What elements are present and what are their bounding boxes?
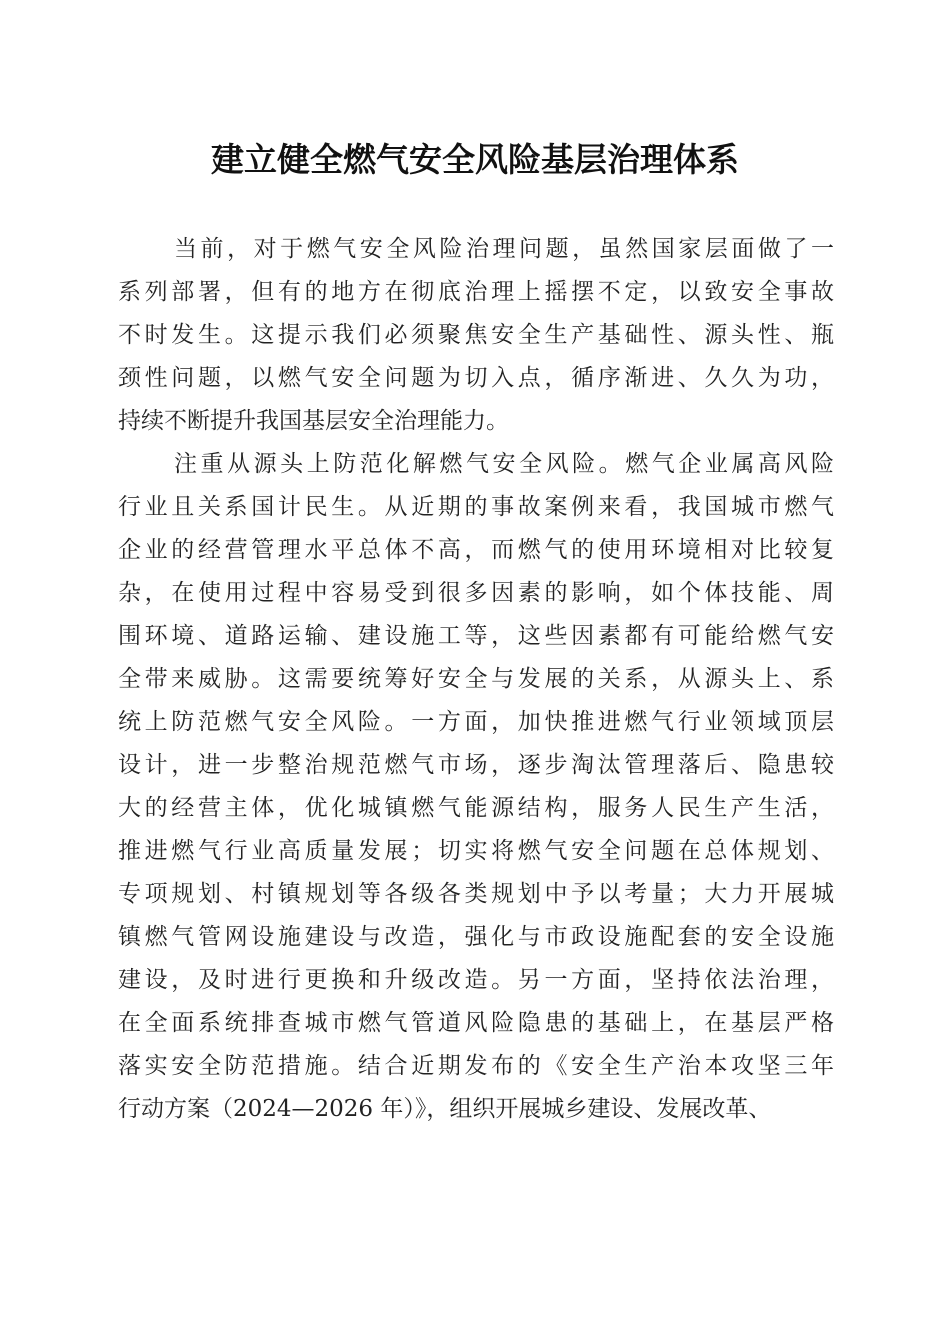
paragraph-2-line: 企业的经营管理水平总体不高，而燃气的使用环境相对比较复 [118,537,834,563]
document-title: 建立健全燃气安全风险基层治理体系 [211,140,739,179]
paragraph-2-line: 设计，进一步整治规范燃气市场，逐步淘汰管理落后、隐患较 [118,752,834,778]
paragraph-2-line: 杂，在使用过程中容易受到很多因素的影响，如个体技能、周 [118,580,834,606]
document-body [118,228,834,1131]
paragraph-2-line: 统上防范燃气安全风险。一方面，加快推进燃气行业领域顶层 [118,709,834,735]
paragraph-2-line: 注重从源头上防范化解燃气安全风险。燃气企业属高风险 [174,451,834,477]
paragraph-1-line: 系列部署，但有的地方在彻底治理上摇摆不定，以致安全事故 [118,279,834,305]
paragraph-2-line: 围环境、道路运输、建设施工等，这些因素都有可能给燃气安 [118,623,834,649]
paragraph-2-line: 大的经营主体，优化城镇燃气能源结构，服务人民生产生活， [118,795,834,821]
paragraph-2-line: 建设，及时进行更换和升级改造。另一方面，坚持依法治理， [118,967,834,993]
paragraph-2-line: 专项规划、村镇规划等各级各类规划中予以考量；大力开展城 [118,881,834,907]
paragraph-2-line: 落实安全防范措施。结合近期发布的《安全生产治本攻坚三年 [118,1053,834,1079]
paragraph-2-line: 推进燃气行业高质量发展；切实将燃气安全问题在总体规划、 [118,838,834,864]
paragraph-2-line: 行动方案（2024—2026 年）》，组织开展城乡建设、发展改革、 [118,1096,772,1122]
paragraph-2-line: 全带来威胁。这需要统筹好安全与发展的关系，从源头上、系 [118,666,834,692]
paragraph-2-line: 行业且关系国计民生。从近期的事故案例来看，我国城市燃气 [118,494,834,520]
paragraph-1-line: 当前，对于燃气安全风险治理问题，虽然国家层面做了一 [174,236,834,262]
paragraph-1-line: 持续不断提升我国基层安全治理能力。 [118,408,509,434]
paragraph-1-line: 不时发生。这提示我们必须聚焦安全生产基础性、源头性、瓶 [118,322,834,348]
paragraph-2-line: 在全面系统排查城市燃气管道风险隐患的基础上，在基层严格 [118,1010,834,1036]
paragraph-2-line: 镇燃气管网设施建设与改造，强化与市政设施配套的安全设施 [118,924,834,950]
paragraph-1-line: 颈性问题，以燃气安全问题为切入点，循序渐进、久久为功， [118,365,834,391]
